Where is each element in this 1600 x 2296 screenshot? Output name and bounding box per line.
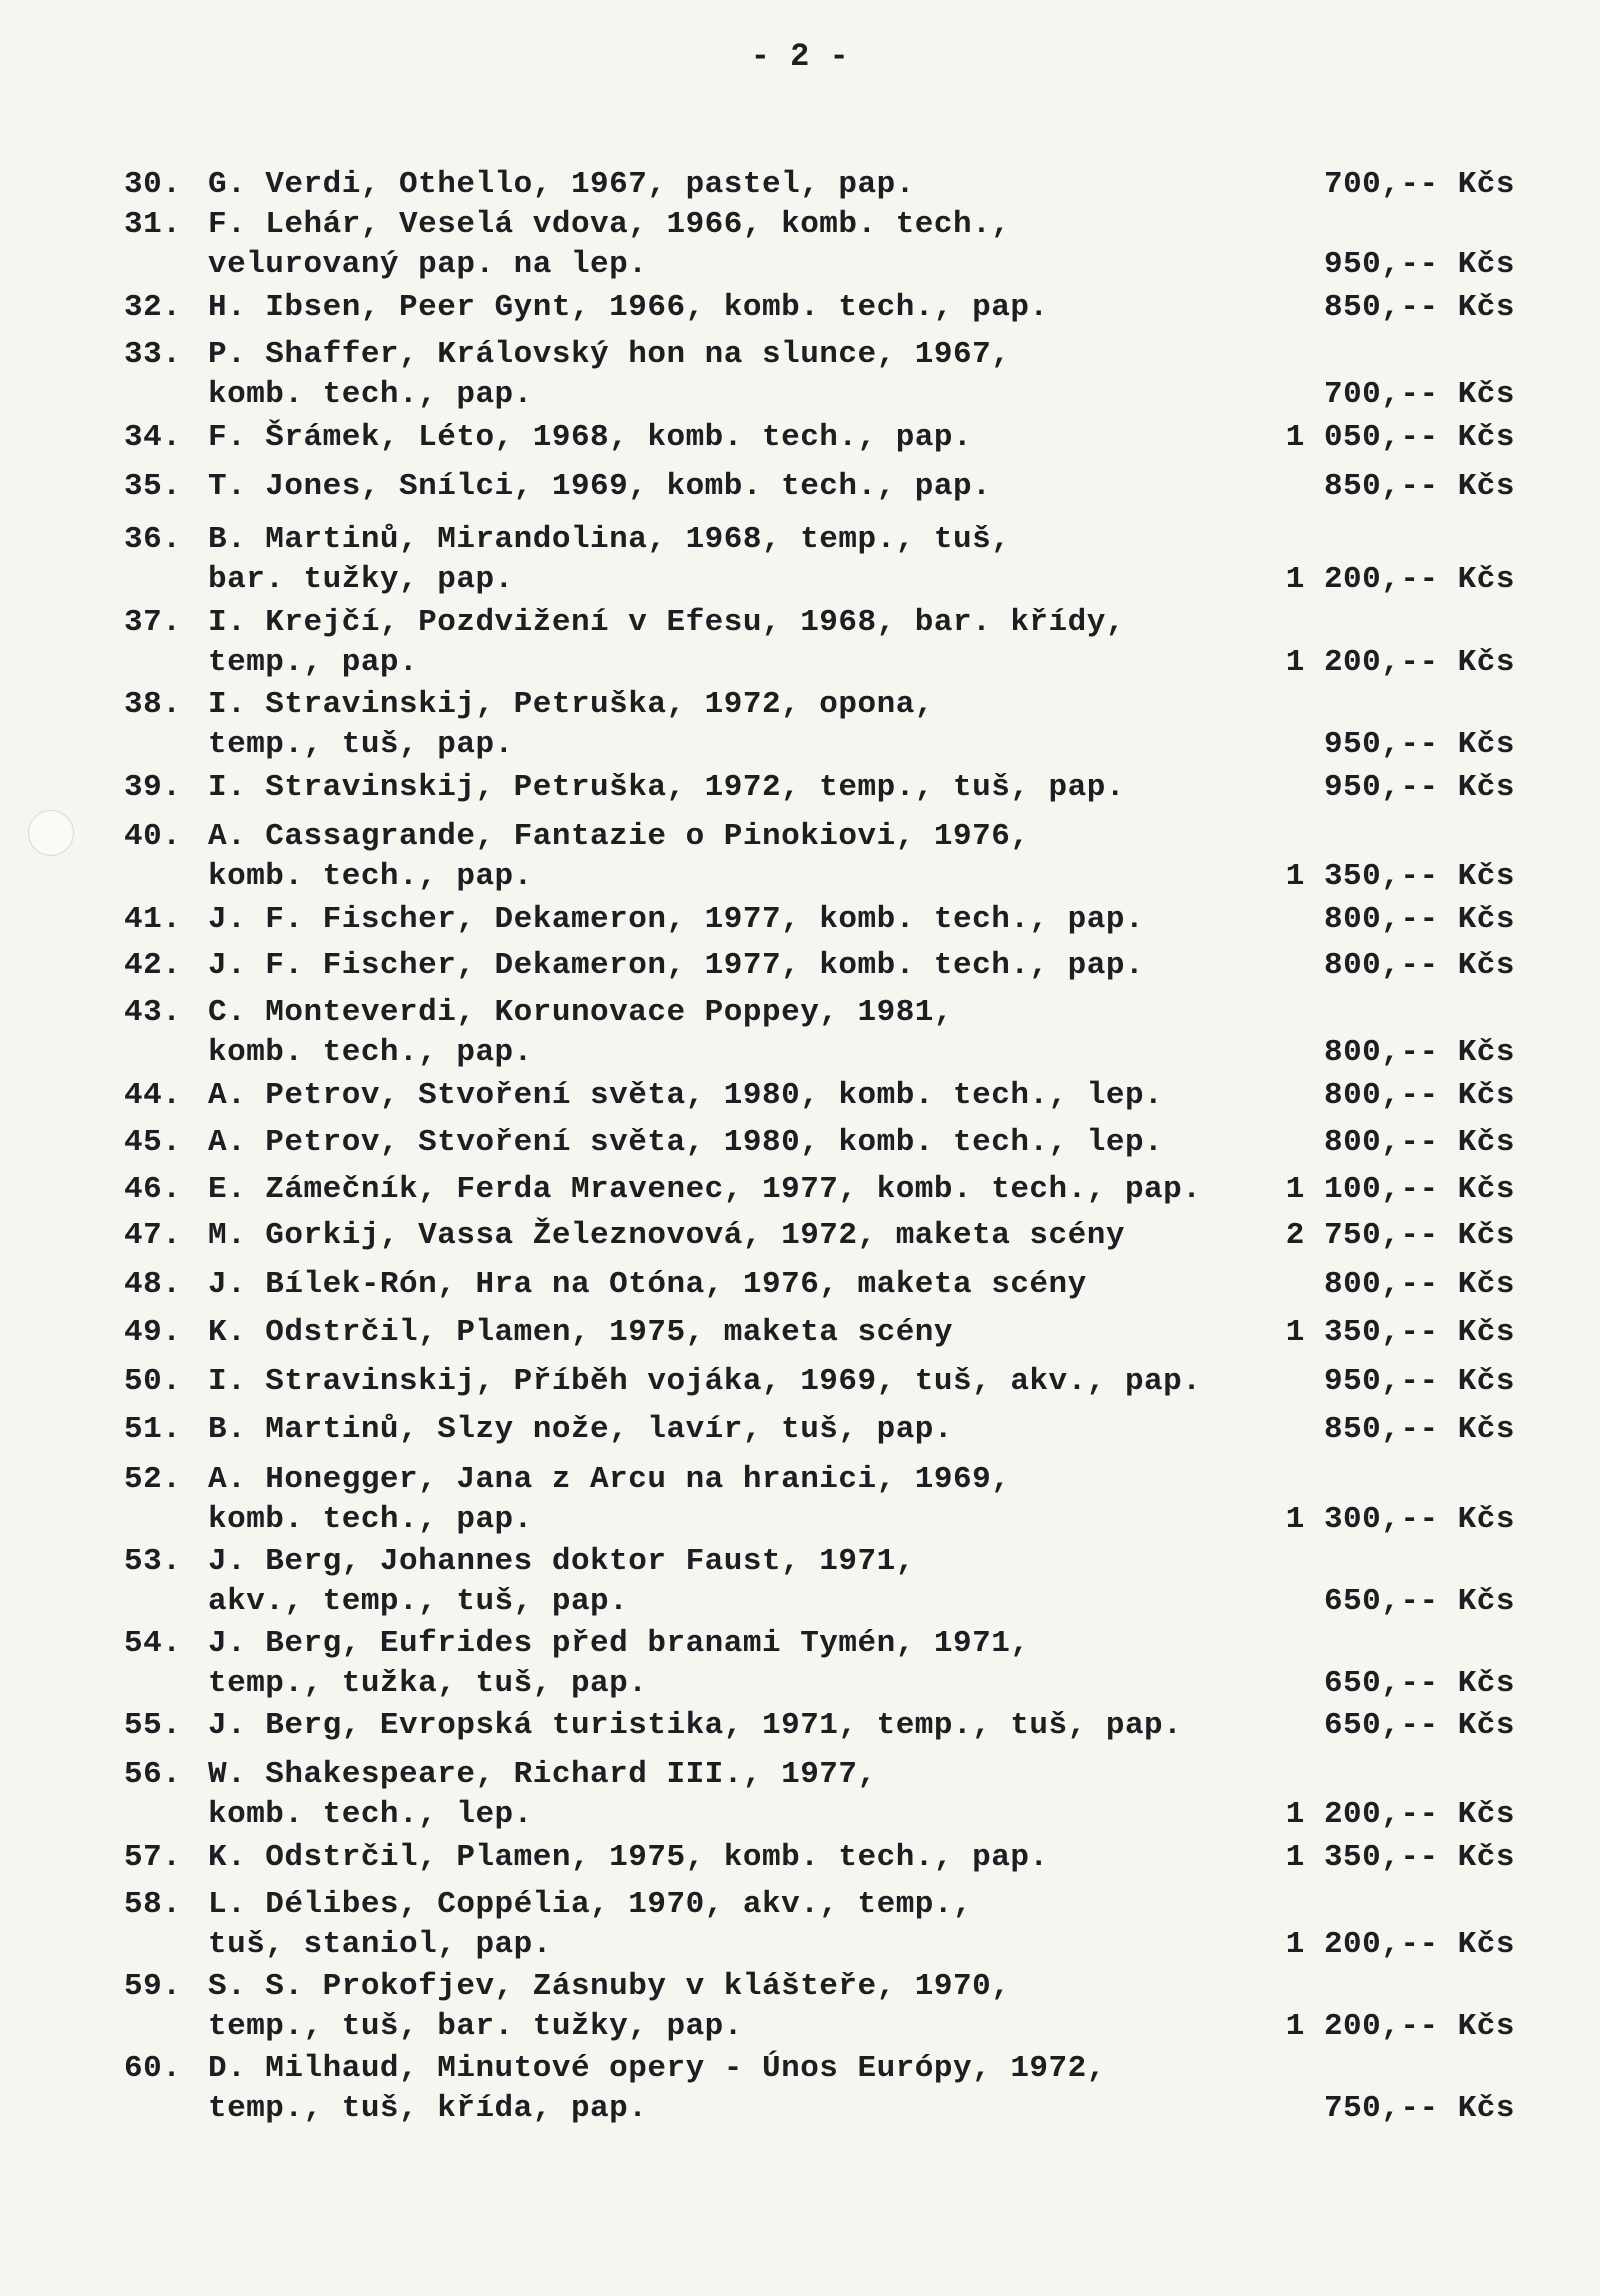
entry-description-line: T. Jones, Snílci, 1969, komb. tech., pap. — [208, 469, 992, 504]
entry-description — [208, 1460, 1248, 1540]
entry-description — [208, 1265, 1248, 1305]
entry-description-line: F. Šrámek, Léto, 1968, komb. tech., pap. — [208, 420, 973, 455]
entry-description — [208, 1706, 1248, 1746]
entry-description-line: temp., tuš, pap. — [208, 727, 514, 762]
entry-description-line: W. Shakespeare, Richard III., 1977, — [208, 1757, 877, 1792]
entry-description-line: temp., tuš, bar. tužky, pap. — [208, 2009, 743, 2044]
entry-description-line: temp., pap. — [208, 645, 419, 680]
entry-number: 52. — [124, 1462, 182, 1497]
entry-price: 950,-- Kčs — [1323, 1364, 1515, 1399]
entry-description-line: F. Lehár, Veselá vdova, 1966, komb. tech., — [208, 207, 1011, 242]
entry-price: 1 300,-- Kčs — [1285, 1502, 1515, 1537]
entry-description — [208, 1216, 1248, 1256]
entry-description-line: J. F. Fischer, Dekameron, 1977, komb. tech., pap. — [208, 948, 1145, 983]
entry-description-line: A. Petrov, Stvoření světa, 1980, komb. tech., lep. — [208, 1078, 1164, 1113]
entry-description — [208, 1362, 1248, 1402]
entry-price: 950,-- Kčs — [1323, 770, 1515, 805]
entry-description-line: I. Stravinskij, Petruška, 1972, temp., tuš, pap. — [208, 770, 1125, 805]
entry-number: 42. — [124, 948, 182, 983]
entry-description — [208, 993, 1248, 1073]
entry-number: 54. — [124, 1626, 182, 1661]
entry-number: 58. — [124, 1887, 182, 1922]
entry-price: 800,-- Kčs — [1323, 1267, 1515, 1302]
entry-description — [208, 1170, 1248, 1210]
entry-description-line: J. Berg, Evropská turistika, 1971, temp., tuš, pap. — [208, 1708, 1183, 1743]
entry-description — [208, 335, 1248, 415]
entry-description-line: D. Milhaud, Minutové opery - Únos Európy, 1972, — [208, 2051, 1106, 2086]
entry-description-line: B. Martinů, Mirandolina, 1968, temp., tuš, — [208, 522, 1011, 557]
entry-description-line: A. Petrov, Stvoření světa, 1980, komb. tech., lep. — [208, 1125, 1164, 1160]
entry-number: 36. — [124, 522, 182, 557]
entry-price: 800,-- Kčs — [1323, 1125, 1515, 1160]
entry-price: 1 350,-- Kčs — [1285, 1840, 1515, 1875]
entry-price: 1 200,-- Kčs — [1285, 645, 1515, 680]
entry-description-line: S. S. Prokofjev, Zásnuby v klášteře, 1970, — [208, 1969, 1011, 2004]
entry-description — [208, 1123, 1248, 1163]
entry-description — [208, 165, 1248, 205]
entry-description-line: B. Martinů, Slzy nože, lavír, tuš, pap. — [208, 1412, 954, 1447]
entry-price: 800,-- Kčs — [1323, 1078, 1515, 1113]
entry-price: 650,-- Kčs — [1323, 1708, 1515, 1743]
entry-description-line: temp., tužka, tuš, pap. — [208, 1666, 648, 1701]
entry-number: 56. — [124, 1757, 182, 1792]
entry-description-line: H. Ibsen, Peer Gynt, 1966, komb. tech., pap. — [208, 290, 1049, 325]
entry-price: 850,-- Kčs — [1323, 1412, 1515, 1447]
entry-description-line: J. F. Fischer, Dekameron, 1977, komb. tech., pap. — [208, 902, 1145, 937]
entry-description-line: temp., tuš, křída, pap. — [208, 2091, 648, 2126]
entry-price: 700,-- Kčs — [1323, 377, 1515, 412]
entry-description-line: I. Stravinskij, Příběh vojáka, 1969, tuš, akv., pap. — [208, 1364, 1202, 1399]
entry-price: 1 350,-- Kčs — [1285, 1315, 1515, 1350]
entry-description — [208, 467, 1248, 507]
entry-price: 800,-- Kčs — [1323, 902, 1515, 937]
entry-description — [208, 520, 1248, 600]
entry-number: 51. — [124, 1412, 182, 1447]
entry-description — [208, 2049, 1248, 2129]
entry-description-line: P. Shaffer, Královský hon na slunce, 1967, — [208, 337, 1011, 372]
entry-description-line: G. Verdi, Othello, 1967, pastel, pap. — [208, 167, 915, 202]
entry-description — [208, 1838, 1248, 1878]
entry-description — [208, 817, 1248, 897]
entry-price: 800,-- Kčs — [1323, 1035, 1515, 1070]
entry-price: 1 200,-- Kčs — [1285, 1927, 1515, 1962]
entry-number: 46. — [124, 1172, 182, 1207]
entry-number: 47. — [124, 1218, 182, 1253]
entry-description-line: tuš, staniol, pap. — [208, 1927, 552, 1962]
entry-description — [208, 205, 1248, 285]
entry-description — [208, 900, 1248, 940]
entry-description-line: komb. tech., pap. — [208, 1035, 533, 1070]
entry-description-line: A. Honegger, Jana z Arcu na hranici, 1969, — [208, 1462, 1011, 1497]
entry-description-line: bar. tužky, pap. — [208, 562, 514, 597]
entry-description — [208, 685, 1248, 765]
entry-number: 59. — [124, 1969, 182, 2004]
entry-description — [208, 288, 1248, 328]
entry-description-line: L. Délibes, Coppélia, 1970, akv., temp., — [208, 1887, 973, 1922]
entry-number: 38. — [124, 687, 182, 722]
entry-description — [208, 768, 1248, 808]
entry-description-line: K. Odstrčil, Plamen, 1975, komb. tech., pap. — [208, 1840, 1049, 1875]
entry-description-line: I. Stravinskij, Petruška, 1972, opona, — [208, 687, 934, 722]
entry-description — [208, 1542, 1248, 1622]
entry-number: 31. — [124, 207, 182, 242]
entry-description — [208, 603, 1248, 683]
entry-number: 45. — [124, 1125, 182, 1160]
entry-description-line: J. Bílek-Rón, Hra na Otóna, 1976, maketa scény — [208, 1267, 1087, 1302]
entry-description-line: komb. tech., pap. — [208, 1502, 533, 1537]
entry-price: 650,-- Kčs — [1323, 1666, 1515, 1701]
entry-number: 40. — [124, 819, 182, 854]
entry-description — [208, 1410, 1248, 1450]
entry-price: 1 100,-- Kčs — [1285, 1172, 1515, 1207]
entry-description-line: C. Monteverdi, Korunovace Poppey, 1981, — [208, 995, 954, 1030]
entry-description-line: I. Krejčí, Pozdvižení v Efesu, 1968, bar. křídy, — [208, 605, 1125, 640]
entry-number: 33. — [124, 337, 182, 372]
entry-number: 32. — [124, 290, 182, 325]
entry-number: 37. — [124, 605, 182, 640]
entry-number: 60. — [124, 2051, 182, 2086]
entry-price: 1 200,-- Kčs — [1285, 562, 1515, 597]
entry-price: 750,-- Kčs — [1323, 2091, 1515, 2126]
entry-price: 2 750,-- Kčs — [1285, 1218, 1515, 1253]
entry-description-line: J. Berg, Eufrides před branami Tymén, 1971, — [208, 1626, 1030, 1661]
entry-description-line: komb. tech., pap. — [208, 859, 533, 894]
entry-price: 700,-- Kčs — [1323, 167, 1515, 202]
entry-description-line: akv., temp., tuš, pap. — [208, 1584, 629, 1619]
entry-description-line: K. Odstrčil, Plamen, 1975, maketa scény — [208, 1315, 954, 1350]
entry-number: 34. — [124, 420, 182, 455]
entry-description-line: komb. tech., lep. — [208, 1797, 533, 1832]
entry-description-line: velurovaný pap. na lep. — [208, 247, 648, 282]
entry-description-line: komb. tech., pap. — [208, 377, 533, 412]
entry-number: 48. — [124, 1267, 182, 1302]
entry-number: 50. — [124, 1364, 182, 1399]
entry-number: 30. — [124, 167, 182, 202]
entry-description — [208, 1624, 1248, 1704]
entry-description — [208, 1076, 1248, 1116]
entry-description — [208, 418, 1248, 458]
entry-description-line: J. Berg, Johannes doktor Faust, 1971, — [208, 1544, 915, 1579]
page-number: - 2 - — [750, 38, 850, 75]
entry-number: 43. — [124, 995, 182, 1030]
entry-description — [208, 946, 1248, 986]
entry-price: 1 200,-- Kčs — [1285, 1797, 1515, 1832]
entry-price: 850,-- Kčs — [1323, 290, 1515, 325]
entry-price: 1 050,-- Kčs — [1285, 420, 1515, 455]
entry-price: 650,-- Kčs — [1323, 1584, 1515, 1619]
entry-description — [208, 1885, 1248, 1965]
entry-price: 1 200,-- Kčs — [1285, 2009, 1515, 2044]
entry-number: 55. — [124, 1708, 182, 1743]
entry-price: 950,-- Kčs — [1323, 727, 1515, 762]
entry-description-line: M. Gorkij, Vassa Železnovová, 1972, maketa scény — [208, 1218, 1125, 1253]
entry-description — [208, 1755, 1248, 1835]
entry-description-line: A. Cassagrande, Fantazie o Pinokiovi, 1976, — [208, 819, 1030, 854]
entry-description — [208, 1313, 1248, 1353]
entry-price: 800,-- Kčs — [1323, 948, 1515, 983]
entry-number: 41. — [124, 902, 182, 937]
entry-description — [208, 1967, 1248, 2047]
entry-number: 53. — [124, 1544, 182, 1579]
entry-price: 850,-- Kčs — [1323, 469, 1515, 504]
entry-number: 57. — [124, 1840, 182, 1875]
entry-number: 39. — [124, 770, 182, 805]
entry-description-line: E. Zámečník, Ferda Mravenec, 1977, komb. tech., pap. — [208, 1172, 1202, 1207]
entry-price: 1 350,-- Kčs — [1285, 859, 1515, 894]
entry-price: 950,-- Kčs — [1323, 247, 1515, 282]
entry-number: 49. — [124, 1315, 182, 1350]
entry-number: 35. — [124, 469, 182, 504]
entry-number: 44. — [124, 1078, 182, 1113]
